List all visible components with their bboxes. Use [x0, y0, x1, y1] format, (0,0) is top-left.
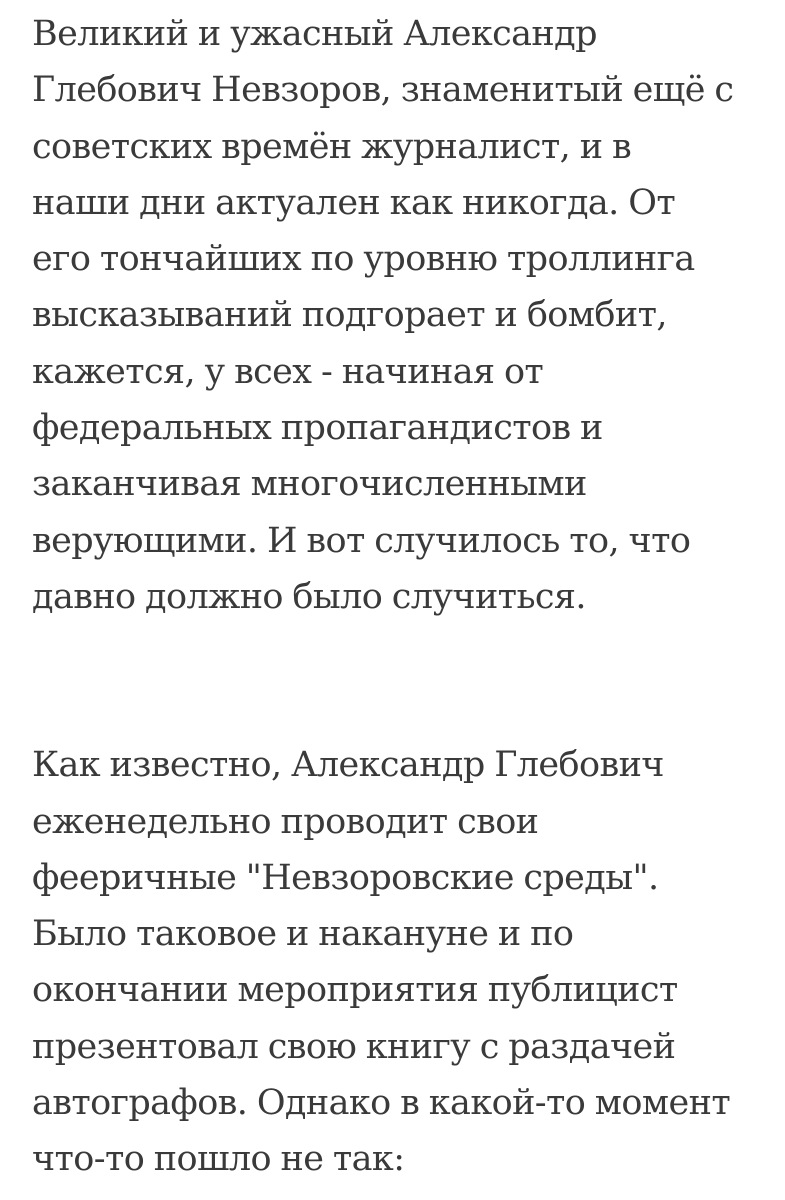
paragraph-line: давно должно было случиться.: [32, 576, 586, 617]
paragraph-line: Было таковое и накануне и по: [32, 914, 574, 955]
paragraph-line: автографов. Однако в какой-то момент: [32, 1083, 731, 1124]
article-paragraph-1: [32, 6, 772, 625]
paragraph-line: еженедельно проводит свои: [32, 801, 539, 842]
paragraph-line: что-то пошло не так:: [32, 1139, 405, 1180]
paragraph-line: его тончайших по уровню троллинга: [32, 239, 695, 280]
paragraph-line: презентовал свою книгу с раздачей: [32, 1026, 676, 1067]
paragraph-line: советских времён журналист, и в: [32, 126, 632, 167]
paragraph-line: кажется, у всех - начиная от: [32, 351, 544, 392]
paragraph-line: окончании мероприятия публицист: [32, 970, 678, 1011]
paragraph-line: Глебович Невзоров, знаменитый ещё с: [32, 70, 734, 111]
article-paragraph-2: [32, 737, 772, 1187]
paragraph-line: Великий и ужасный Александр: [32, 14, 597, 54]
article-body: [32, 6, 772, 1188]
paragraph-line: верующими. И вот случилось то, что: [32, 520, 691, 561]
paragraph-line: фееричные "Невзоровские среды".: [32, 857, 659, 898]
paragraph-line: заканчивая многочисленными: [32, 464, 587, 505]
paragraph-line: высказываний подгорает и бомбит,: [32, 295, 667, 336]
paragraph-line: Как известно, Александр Глебович: [32, 745, 664, 786]
paragraph-line: федеральных пропагандистов и: [32, 408, 603, 449]
paragraph-line: наши дни актуален как никогда. От: [32, 182, 676, 223]
